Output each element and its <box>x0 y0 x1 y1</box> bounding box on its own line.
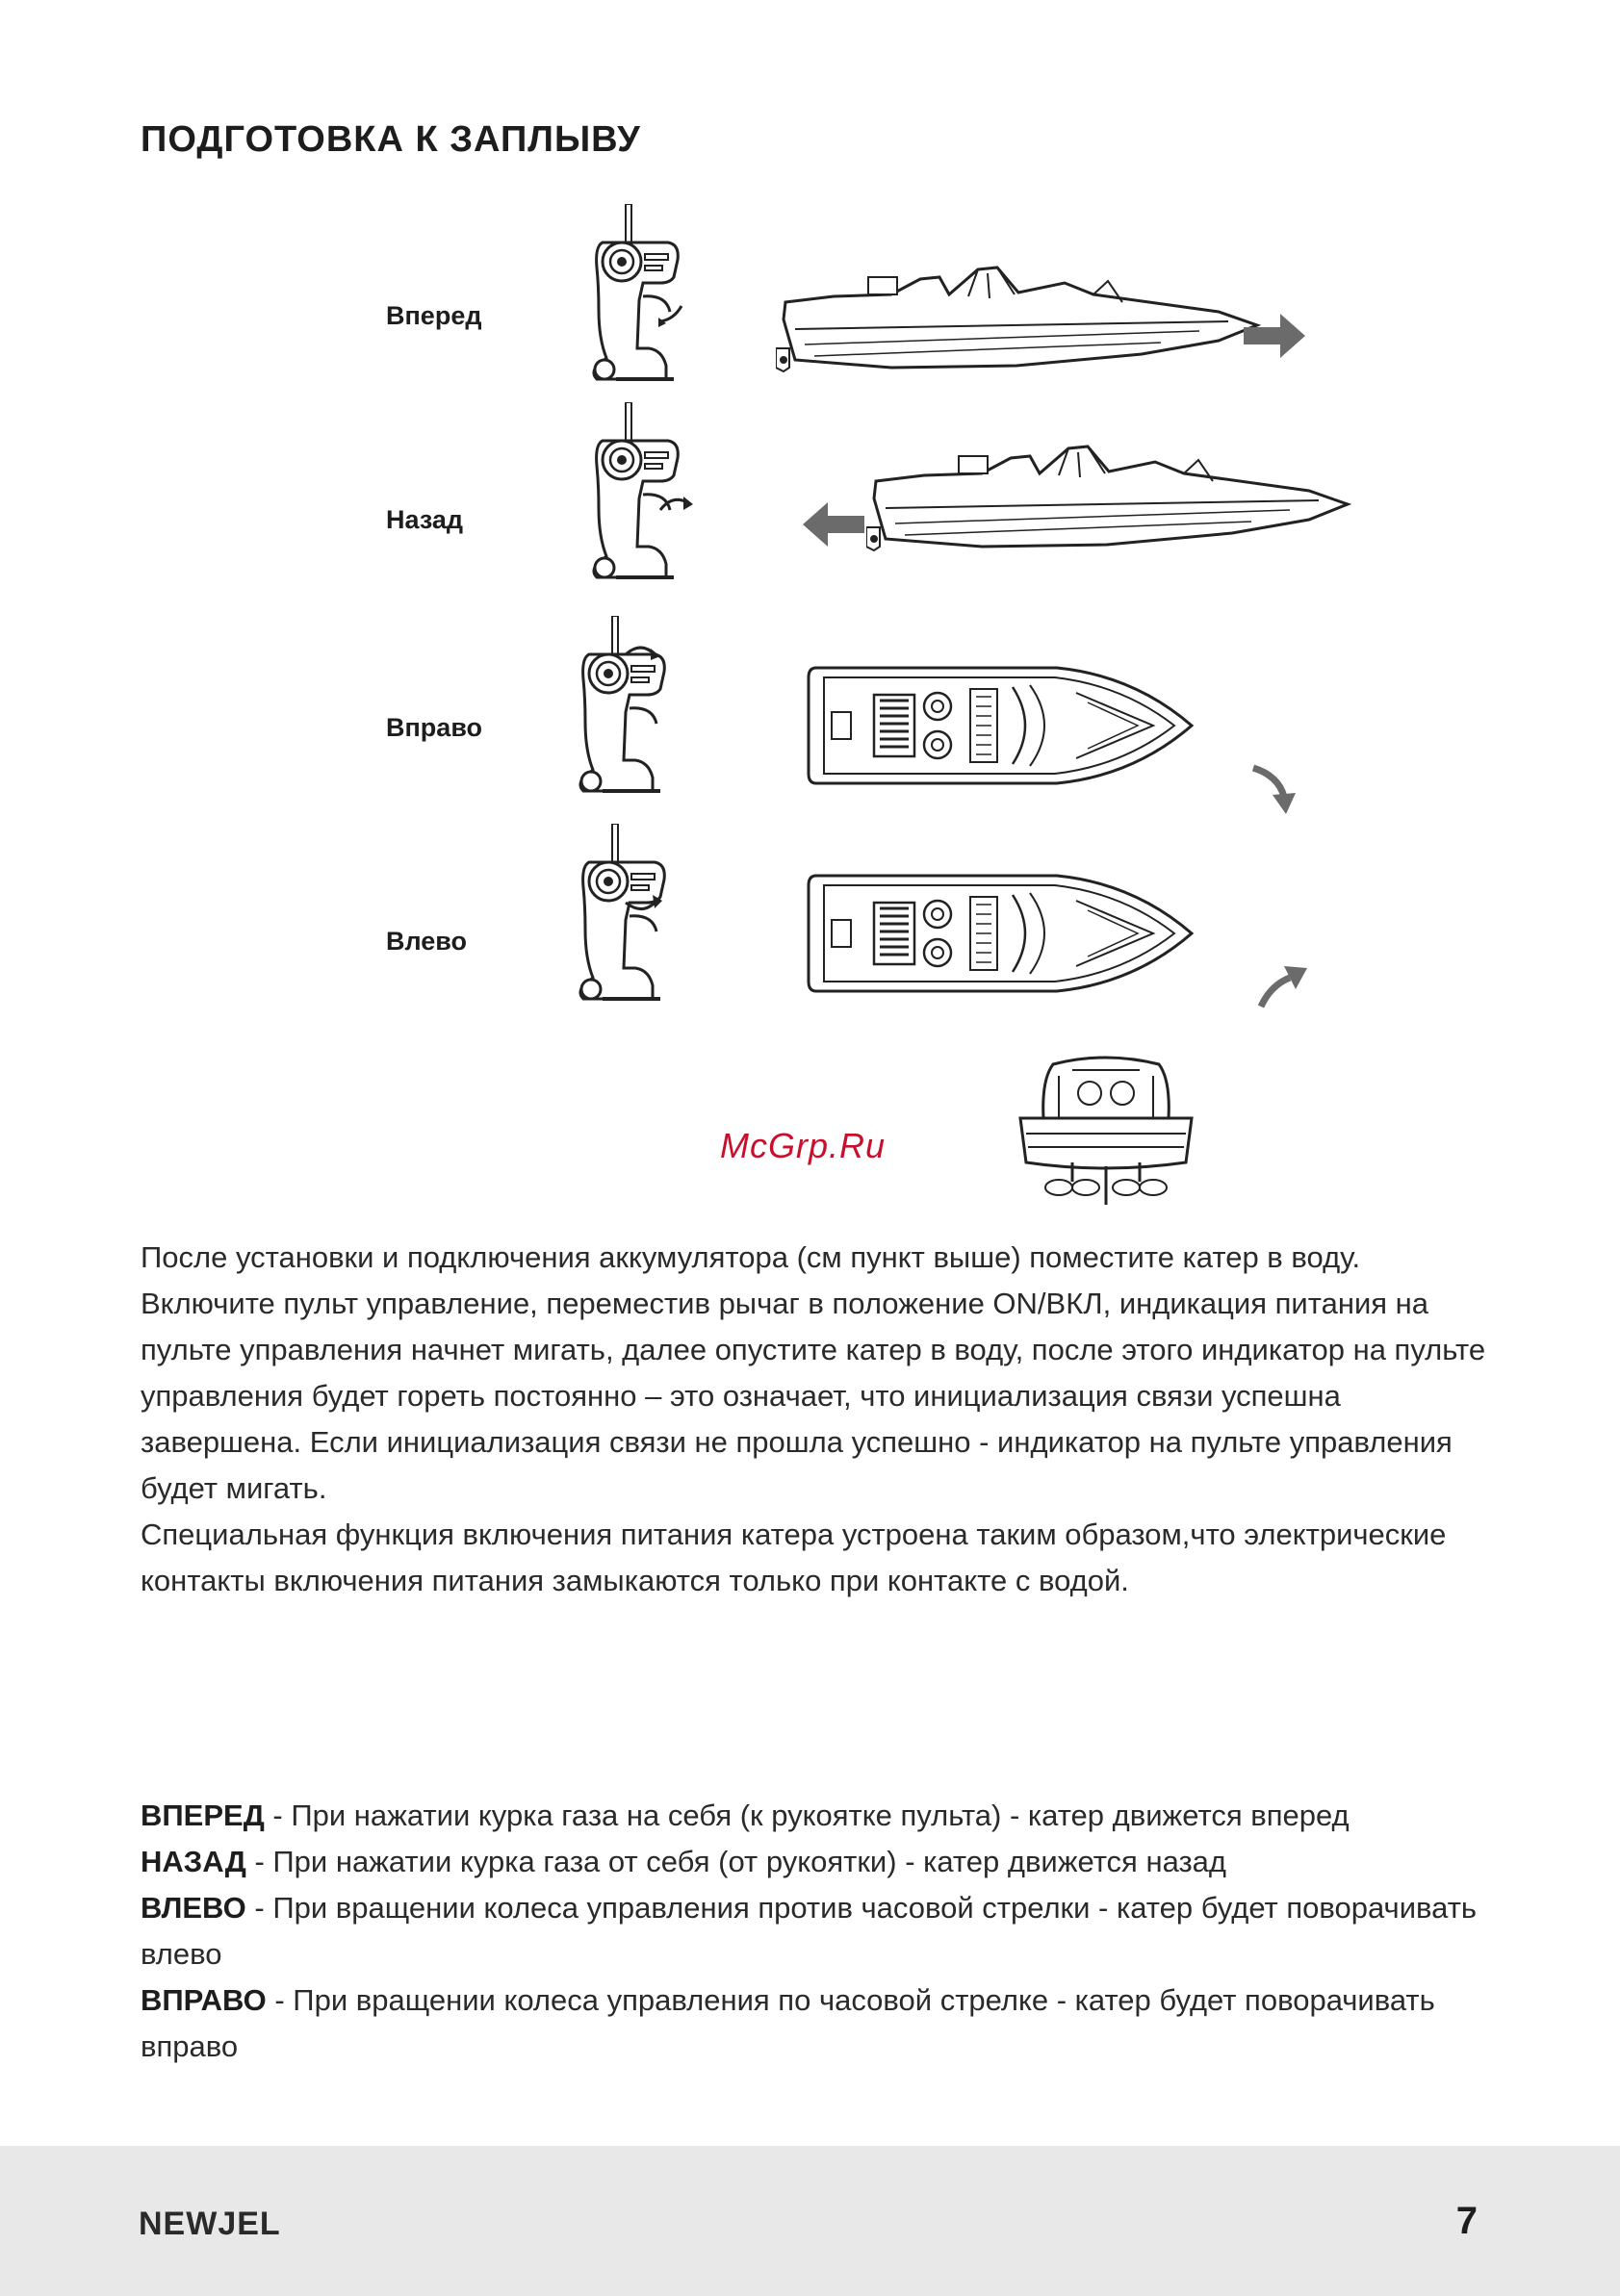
direction-label-right: Вправо <box>386 713 483 742</box>
paragraph: Включите пульт управление, переместив рычаг в положение ON/ВКЛ, индикация питания на пульте управления начнет мигать, далее опустите катер в воду, после этого индикатор на пульте управления будет гореть постоянно – это означает, что инициализация связи успешна завершена. Если инициализация связи не прошла успешно - индикатор на пульте управления будет мигать. <box>141 1287 1486 1505</box>
boat-rear-view <box>1015 1051 1197 1214</box>
control-text: - При нажатии курка газа на себя (к рукоятке пульта) - катер движется вперед <box>264 1799 1350 1832</box>
control-item-forward <box>141 1793 1488 1839</box>
brand-name: NEWJEL <box>139 2206 281 2242</box>
control-term: ВПЕРЕД <box>141 1799 265 1832</box>
arrow-curve-left-icon <box>1257 957 1311 1010</box>
page-footer <box>0 2146 1620 2296</box>
controls-description <box>141 1793 1488 2070</box>
boat-top-view-left <box>807 866 1201 1001</box>
direction-label-backward: Назад <box>386 505 464 534</box>
control-text: - При вращении колеса управления по часовой стрелке - катер будет поворачивать вправо <box>141 1983 1435 2063</box>
control-text: - При вращении колеса управления против часовой стрелки - катер будет поворачивать влево <box>141 1891 1478 1971</box>
page-number: 7 <box>1455 2200 1478 2242</box>
control-item-left <box>141 1885 1488 1977</box>
boat-side-view-forward <box>776 252 1276 387</box>
instructions-text <box>141 1235 1488 1604</box>
remote-control-icon <box>576 824 691 1007</box>
remote-control-icon <box>589 204 695 387</box>
arrow-right-icon <box>1242 312 1309 360</box>
remote-control-icon <box>576 616 691 799</box>
paragraph: После установки и подключения аккумулятора (см пункт выше) поместите катер в воду. <box>141 1240 1361 1274</box>
control-item-right <box>141 1977 1488 2070</box>
control-term: ВПРАВО <box>141 1983 267 2017</box>
control-item-backward <box>141 1839 1488 1885</box>
arrow-curve-right-icon <box>1249 764 1303 818</box>
boat-side-view-backward <box>866 431 1367 566</box>
direction-label-left: Влево <box>386 927 468 956</box>
control-term: ВЛЕВО <box>141 1891 246 1925</box>
paragraph: Специальная функция включения питания катера устроена таким образом,что электрические контакты включения питания замыкаются только при контакте с водой. <box>141 1518 1447 1597</box>
page-title: ПОДГОТОВКА К ЗАПЛЫВУ <box>141 119 641 160</box>
remote-control-icon <box>589 402 695 585</box>
arrow-left-icon <box>799 500 866 548</box>
watermark: McGrp.Ru <box>720 1126 887 1165</box>
direction-label-forward: Вперед <box>386 301 482 330</box>
control-term: НАЗАД <box>141 1845 246 1878</box>
control-text: - При нажатии курка газа от себя (от рукоятки) - катер движется назад <box>245 1845 1226 1878</box>
boat-top-view-right <box>807 658 1201 793</box>
